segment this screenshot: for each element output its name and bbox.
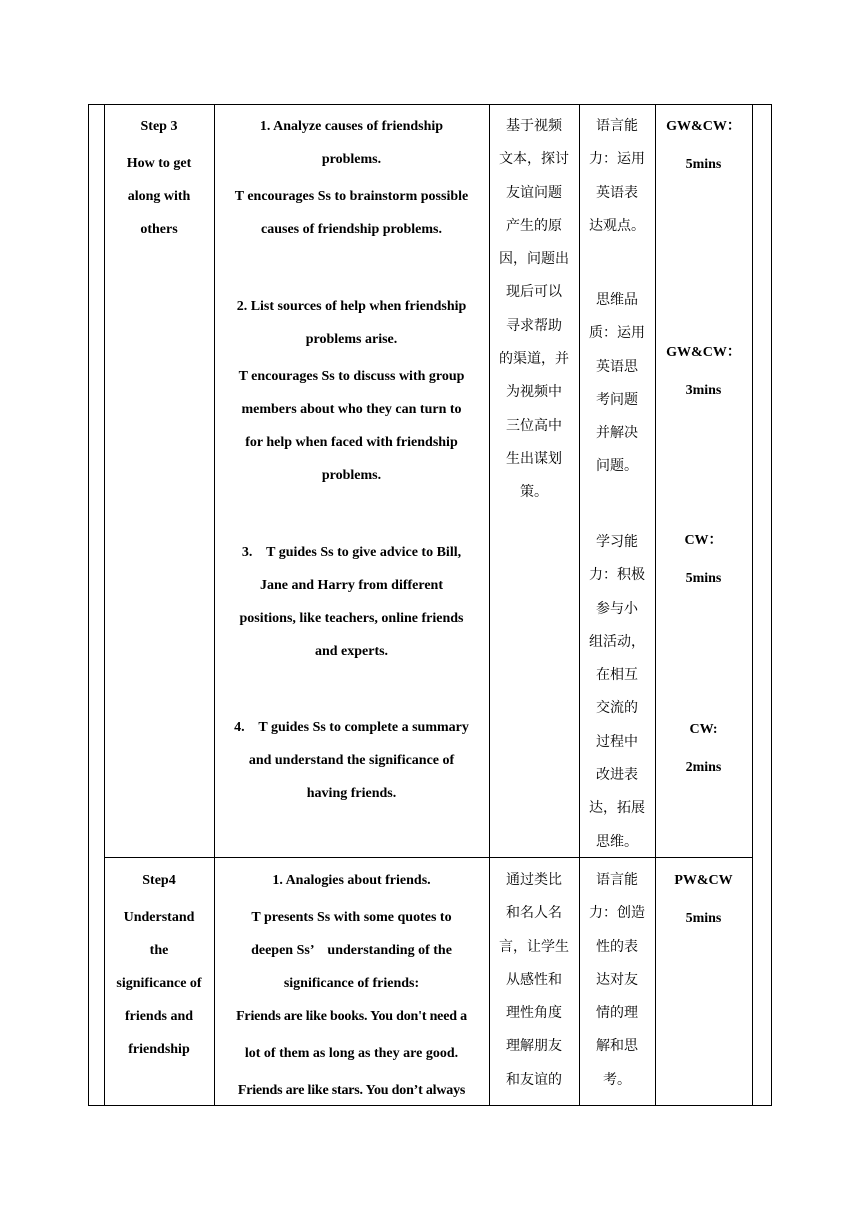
activity-line: 3. T guides Ss to give advice to Bill, — [241, 545, 462, 560]
activity-line: T encourages Ss to discuss with group — [238, 369, 465, 384]
time-block — [655, 524, 752, 595]
activity-line: Friends are like books. You don't need a — [236, 1009, 467, 1024]
ability-line: 学习能 — [596, 534, 638, 550]
ability-line: 力：运用 — [589, 151, 645, 168]
ability-line: 达观点。 — [589, 217, 645, 234]
activity-line: Friends are like stars. You don’t always — [237, 1083, 466, 1098]
ability-line: 解和思 — [596, 1038, 638, 1055]
activity-line: 1. Analogies about friends. — [272, 873, 431, 888]
ability-line: 力：积极 — [589, 567, 645, 584]
purpose-cell — [489, 864, 579, 1105]
ability-line: 改进表 — [596, 767, 638, 784]
time-mode: GW&CW： — [666, 345, 741, 360]
step-line: Understand — [123, 910, 195, 925]
ability-line: 并解决 — [596, 425, 638, 442]
time-block — [655, 110, 752, 181]
step-line: the — [149, 943, 169, 958]
activity-block — [214, 290, 489, 492]
purpose-line: 和友谊的 — [506, 1071, 562, 1088]
purpose-line: 通过类比 — [506, 872, 562, 888]
ability-line: 思维。 — [596, 833, 638, 850]
activity-line: deepen Ss’ understanding of the — [251, 943, 452, 958]
activity-line: 1. Analyze causes of friendship — [259, 119, 444, 134]
ability-line: 问题。 — [596, 458, 638, 475]
outer-left-border — [88, 104, 89, 1106]
abilities-cell — [579, 0, 655, 857]
activity-line: 4. T guides Ss to complete a summary — [234, 720, 469, 735]
activity-line: causes of friendship problems. — [261, 222, 442, 237]
activity-line: for help when faced with friendship — [245, 435, 458, 450]
purpose-line: 基于视频 — [506, 118, 562, 134]
table-bottom-border — [88, 1105, 772, 1106]
ability-line: 力：创造 — [589, 905, 645, 922]
activity-line: and experts. — [314, 644, 389, 659]
purpose-line: 寻求帮助 — [506, 317, 562, 334]
purpose-line: 和名人名 — [506, 905, 562, 922]
step-line: friends and — [124, 1009, 194, 1024]
step-cell — [104, 110, 214, 246]
ability-line: 过程中 — [596, 733, 638, 750]
ability-line: 交流的 — [596, 700, 638, 717]
time-block — [655, 336, 752, 407]
step-line: Step 3 — [140, 119, 178, 134]
ability-block — [579, 284, 655, 484]
step-line: How to get — [126, 156, 192, 171]
activity-line: T encourages Ss to brainstorm possible — [234, 189, 469, 204]
purpose-line: 从感性和 — [506, 971, 562, 988]
column-border — [752, 104, 753, 1106]
activity-block — [214, 536, 489, 668]
time-cell — [655, 864, 752, 935]
ability-line: 英语表 — [596, 184, 638, 201]
activity-line: lot of them as long as they are good. — [244, 1046, 459, 1061]
ability-line: 语言能 — [596, 118, 638, 134]
purpose-line: 言，让学生 — [499, 938, 569, 955]
ability-line: 组活动， — [589, 633, 645, 650]
activity-line: T presents Ss with some quotes to — [251, 910, 452, 925]
activity-line: problems arise. — [305, 332, 398, 347]
ability-line: 质：运用 — [589, 325, 645, 342]
activity-line: problems. — [321, 468, 382, 483]
purpose-line: 生出谋划 — [506, 450, 562, 467]
purpose-line: 产生的原 — [506, 217, 562, 234]
activity-line: members about who they can turn to — [241, 402, 462, 417]
activity-line: problems. — [321, 152, 382, 167]
activity-line: 2. List sources of help when friendship — [236, 299, 467, 314]
purpose-line: 为视频中 — [506, 384, 562, 401]
time-duration: 5mins — [685, 157, 722, 172]
ability-line: 达，拓展 — [589, 800, 645, 817]
step-line: along with — [127, 189, 191, 204]
time-block — [655, 713, 752, 784]
ability-block — [579, 110, 655, 243]
ability-block — [579, 526, 655, 859]
step-line: friendship — [128, 1042, 190, 1057]
time-mode: CW： — [684, 533, 723, 548]
time-mode: PW&CW — [674, 873, 733, 888]
purpose-line: 三位高中 — [506, 417, 562, 434]
ability-line: 在相互 — [596, 667, 638, 684]
purpose-line: 文本，探讨 — [499, 151, 569, 168]
step-line: significance of — [116, 976, 202, 991]
purpose-line: 策。 — [520, 484, 548, 501]
time-duration: 2mins — [685, 760, 722, 775]
purpose-line: 友谊问题 — [506, 184, 562, 201]
ability-line: 考。 — [603, 1071, 631, 1088]
time-duration: 5mins — [685, 911, 722, 926]
activity-line: and understand the significance of — [248, 753, 455, 768]
abilities-cell — [579, 864, 655, 1097]
ability-line: 情的理 — [596, 1005, 638, 1022]
time-mode: GW&CW： — [666, 119, 741, 134]
activity-line: having friends. — [306, 786, 397, 801]
purpose-line: 因，问题出 — [499, 251, 569, 268]
outer-right-border — [771, 104, 772, 1106]
activity-block — [214, 711, 489, 810]
purpose-cell — [489, 110, 579, 510]
ability-line: 达对友 — [596, 971, 638, 988]
ability-line: 考问题 — [596, 391, 638, 408]
step-line: Step4 — [142, 873, 176, 888]
step-line: others — [140, 222, 178, 237]
activity-line: significance of friends: — [283, 976, 420, 991]
ability-line: 英语思 — [596, 358, 638, 375]
ability-line: 语言能 — [596, 872, 638, 888]
purpose-line: 现后可以 — [506, 284, 562, 301]
ability-line: 思维品 — [596, 292, 638, 308]
activities-cell — [214, 0, 489, 857]
time-duration: 5mins — [685, 571, 722, 586]
purpose-line: 的渠道，并 — [499, 351, 569, 368]
activities-cell — [214, 864, 489, 1105]
time-mode: CW: — [689, 722, 718, 737]
activity-block — [214, 110, 489, 246]
ability-line: 性的表 — [596, 938, 638, 955]
purpose-line: 理解朋友 — [506, 1038, 562, 1055]
time-duration: 3mins — [685, 383, 722, 398]
activity-line: Jane and Harry from different — [259, 578, 443, 593]
ability-line: 参与小 — [596, 600, 638, 617]
activity-line: positions, like teachers, online friends — [239, 611, 464, 626]
purpose-line: 理性角度 — [506, 1005, 562, 1022]
step-cell — [104, 864, 214, 1066]
time-cell — [655, 0, 752, 857]
